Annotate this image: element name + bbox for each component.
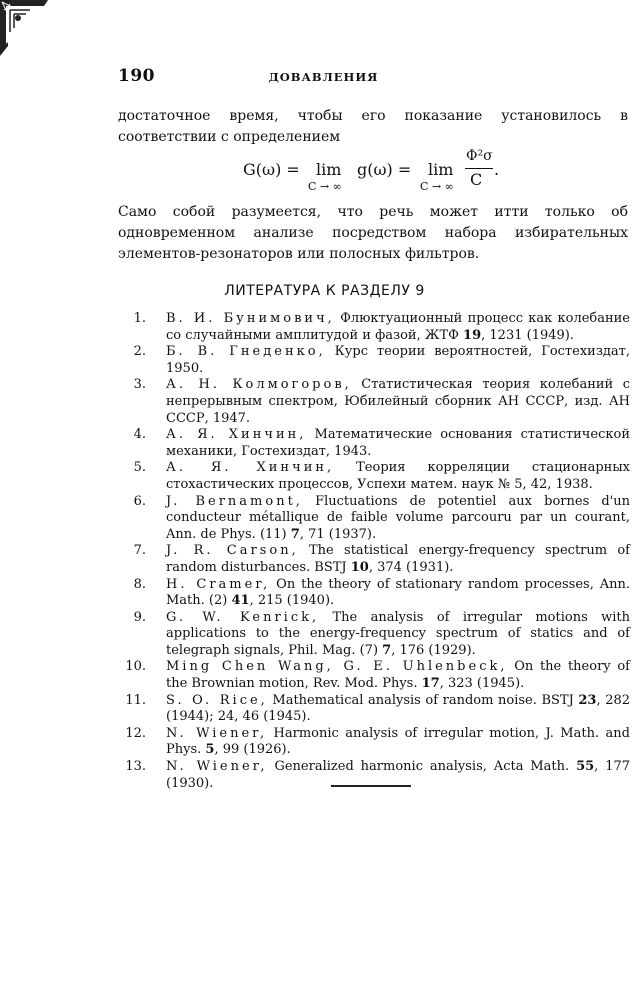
reference-number: 7. (133, 543, 146, 559)
reference-tail: , 71 (1937). (299, 526, 377, 542)
formula-fraction-bar (465, 168, 493, 169)
reference-number: 8. (133, 576, 146, 592)
reference-number: 3. (133, 377, 146, 393)
reference-text: The analysis of irregular motions with applications to the energy-frequency spectrum of statics and of telegraph signals, Phil. Mag. (7) (166, 609, 630, 658)
reference-number: 2. (133, 344, 146, 360)
reference-number: 12. (125, 725, 146, 741)
reference-text: Статистическая теория колебаний с непрерывным спектром, Юбилейный сборник АН СССР, изд. АН СССР, 1947. (166, 377, 630, 426)
reference-text: On the theory of the Brownian motion, Rev. Mod. Phys. (166, 659, 630, 692)
reference-tail: , 1231 (1949). (481, 327, 574, 343)
formula-lhs: G(ω) = (243, 160, 300, 179)
reference-item (120, 344, 630, 377)
reference-author: А. Я. Хинчин, (166, 460, 335, 476)
reference-author: А. Я. Хинчин, (166, 427, 307, 443)
reference-tail: , 177 (1930). (166, 759, 631, 791)
formula-numerator: Φ²σ (466, 148, 493, 164)
reference-tail: , 323 (1945). (439, 676, 525, 692)
reference-author: H. Cramer, (166, 576, 271, 592)
reference-tail: , 374 (1931). (368, 559, 454, 575)
reference-volume: 17 (421, 676, 440, 692)
reference-author: G. W. Kenrick, (166, 609, 320, 625)
reference-author: N. Wiener, (166, 725, 268, 741)
reference-tail: , 282 (1944); 24, 46 (1945). (166, 692, 631, 725)
reference-author: J. Bernamont, (166, 493, 303, 509)
reference-author: N. Wiener, (166, 759, 268, 775)
formula-mid: g(ω) = (357, 160, 412, 179)
reference-number: 11. (125, 692, 146, 708)
reference-volume: 23 (578, 692, 597, 708)
reference-item (120, 377, 630, 427)
reference-text: Harmonic analysis of irregular motion, J. Math. and Phys. (166, 725, 630, 758)
reference-author: S. O. Rice, (166, 692, 268, 708)
reference-text: Generalized harmonic analysis, Acta Math. (267, 759, 577, 775)
reference-number: 10. (125, 659, 146, 675)
section-heading: ЛИТЕРАТУРА К РАЗДЕЛУ 9 (224, 283, 425, 299)
reference-tail: , 176 (1929). (391, 642, 476, 658)
reference-author: А. Н. Колмогоров, (166, 377, 352, 393)
page-number: 190 (118, 66, 155, 86)
reference-item (120, 759, 630, 792)
reference-volume: 5 (205, 742, 215, 758)
reference-text: The statistical energy-frequency spectrum of random disturbances. BSTJ (166, 543, 630, 575)
reference-number: 6. (133, 493, 146, 509)
reference-number: 1. (133, 311, 146, 326)
reference-number: 4. (133, 427, 146, 443)
formula-period: . (494, 160, 500, 179)
formula-block (0, 148, 639, 196)
reference-author: J. R. Carson, (166, 543, 299, 559)
reference-number: 9. (133, 609, 146, 625)
reference-text: Курс теории вероятностей, Гостехиздат, 1950. (166, 344, 630, 376)
reference-tail: , 215 (1940). (249, 593, 335, 609)
reference-item (120, 311, 630, 344)
reference-volume: 19 (463, 327, 482, 343)
reference-item (120, 460, 630, 493)
formula-lim-1-sub: C → ∞ (308, 180, 342, 193)
reference-item (120, 726, 630, 759)
reference-text: Флюктуационный процесс как колебание со случайными амплитудой и фазой, ЖТФ (166, 311, 630, 343)
reference-author: Б. В. Гнеденко, (166, 344, 326, 360)
reference-text: On the theory of stationary random processes, Ann. Math. (2) (166, 576, 631, 609)
running-head: ДОВАВЛЕНИЯ (268, 70, 379, 84)
formula-lim-2: lim (428, 160, 454, 179)
formula-lim-2-sub: C → ∞ (420, 180, 454, 193)
paragraph-main: Само собой разумеется, что речь может итти только об одновременном анализе посредством набора избирательных элементов-резонаторов или полосных фильтров. (118, 204, 628, 262)
reference-volume: 10 (350, 559, 369, 575)
reference-text: Mathematical analysis of random noise. BSTJ (267, 692, 579, 708)
reference-item (120, 659, 630, 692)
end-rule (331, 785, 411, 787)
reference-volume: 41 (231, 593, 250, 609)
paragraph-intro: достаточное время, чтобы его показание установилось в соответствии с определением (118, 108, 628, 145)
reference-tail: , 99 (1926). (214, 742, 291, 758)
reference-author: В. И. Бунимович, (166, 311, 335, 326)
reference-volume: 55 (576, 759, 595, 775)
reference-list (120, 311, 630, 792)
reference-author: Ming Chen Wang, G. E. Uhlenbeck, (166, 659, 508, 675)
formula-lim-1: lim (316, 160, 342, 179)
reference-item (120, 610, 630, 660)
reference-number: 13. (125, 759, 146, 775)
reference-item (120, 577, 630, 610)
reference-volume: 7 (290, 526, 300, 542)
reference-item (120, 543, 630, 576)
reference-item (120, 494, 630, 544)
formula-denominator: C (470, 170, 483, 189)
reference-text: Математические основания статистической механики, Гостехиздат, 1943. (166, 427, 630, 459)
reference-number: 5. (133, 460, 146, 476)
reference-text: Теория корреляции стационарных стохастических процессов, Успехи матем. наук № 5, 42, 1938. (166, 460, 631, 492)
reference-item (120, 693, 630, 726)
corner-ornament-icon (0, 0, 48, 56)
reference-text: Fluctuations de potentiel aux bornes d'un conducteur métallique de faible volume parcouru par un courant, Ann. de Phys. (11) (166, 493, 631, 542)
reference-volume: 7 (382, 642, 392, 658)
reference-item (120, 427, 630, 460)
